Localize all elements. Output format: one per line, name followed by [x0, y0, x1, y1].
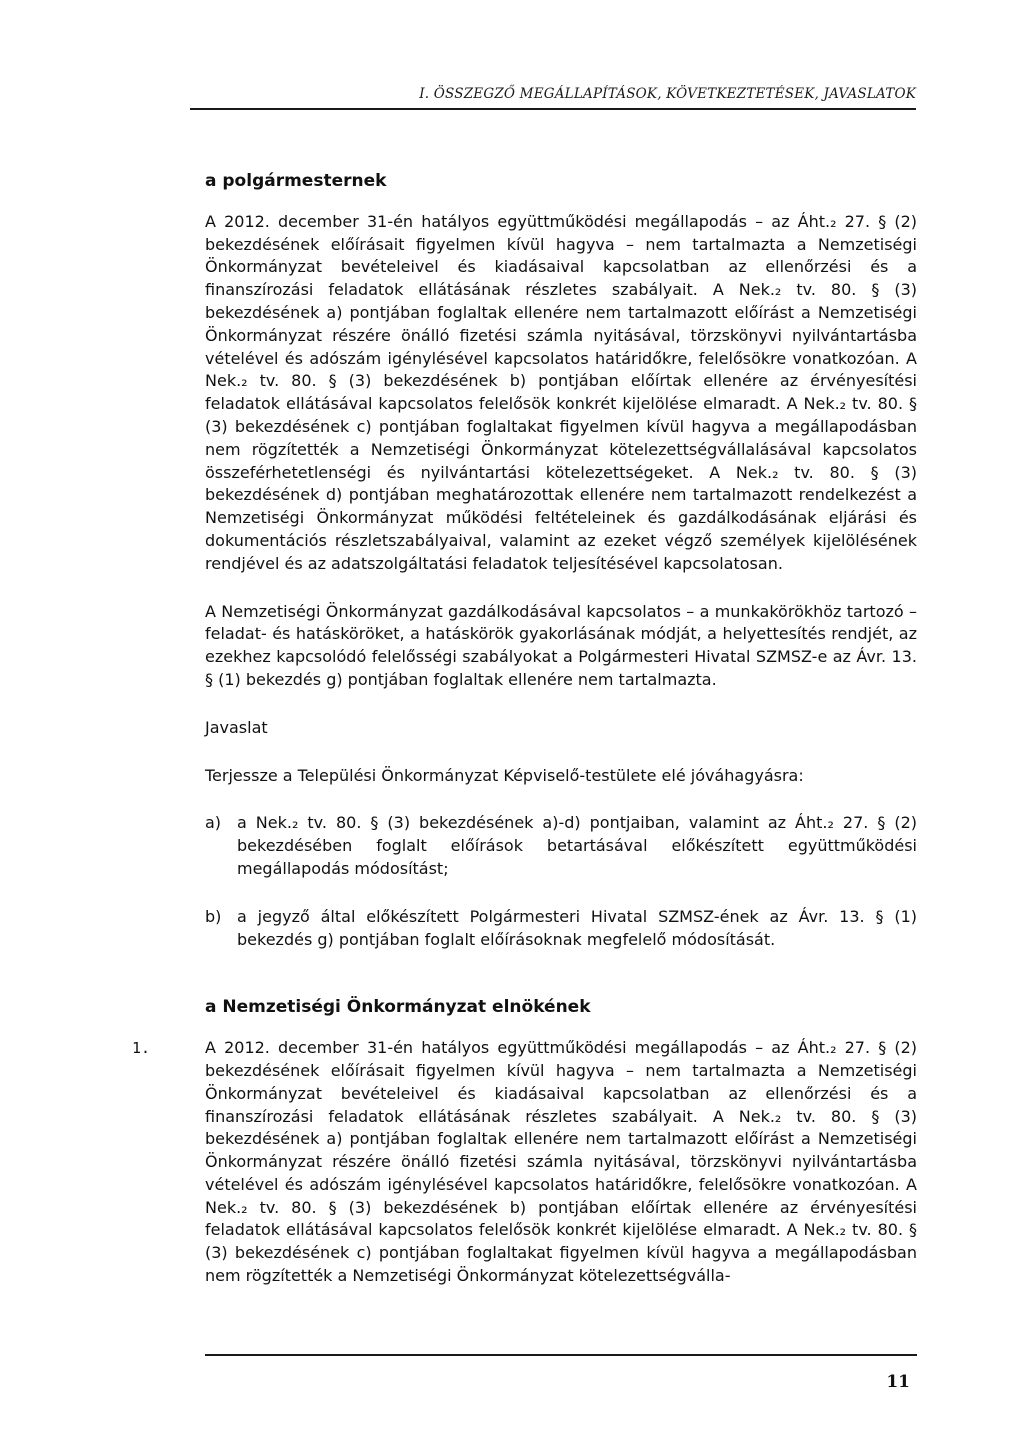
section-heading-mayor: a polgármesternek — [205, 171, 387, 191]
recommendation-intro: Terjessze a Települési Önkormányzat Képviselő-testülete elé jóváhagyásra: — [205, 765, 804, 785]
numbered-marker: 1. — [132, 1039, 151, 1058]
list-marker: a) — [205, 813, 222, 833]
recommendation-label: Javaslat — [205, 717, 268, 737]
list-item-text: a Nek.₂ tv. 80. § (3) bekezdésének a)-d) pontjaiban, valamint az Áht.₂ 27. § (2) bekezdésében foglalt előírások betartásával előkészített együttműködési megállapodás módosítást; — [237, 813, 917, 878]
list-marker: b) — [205, 906, 222, 926]
header-rule — [190, 108, 916, 110]
numbered-finding — [132, 1037, 917, 1288]
recommendation-list — [205, 812, 917, 951]
page-number: 11 — [886, 1372, 910, 1392]
numbered-finding-text: A 2012. december 31-én hatályos együttműködési megállapodás – az Áht.₂ 27. § (2) bekezdésének előírásait figyelmen kívül hagyva – nem tartalmazta a Nemzetiségi Önkormányzat bevételeivel és kiadásaival kapcsolatban az ellenőrzési és a finanszírozási feladatok ellátásának részletes szabályait. A Nek.₂ tv. 80. § (3) bekezdésének a) pontjában foglaltak ellenére nem tartalmazott előírást a Nemzetiségi Önkormányzat részére önálló fizetési számla nyitásával, törzskönyvi nyilvántartásba vételével és adószám igénylésével kapcsolatos határidőkre, felelősökre vonatkozóan. A Nek.₂ tv. 80. § (3) bekezdésének b) pontjában előírtak ellenére az érvényesítési feladatok ellátásával kapcsolatos felelősök konkrét kijelölése elmaradt. A Nek.₂ tv. 80. § (3) bekezdésének c) pontjában foglaltakat figyelmen kívül hagyva a megállapodásban nem rögzítették a Nemzetiségi Önkormányzat kötelezettségválla- — [205, 1038, 917, 1286]
finding-paragraph-2: A Nemzetiségi Önkormányzat gazdálkodásával kapcsolatos – a munkakörökhöz tartozó – feladat- és hatásköröket, a hatáskörök gyakorlásának módját, a helyettesítés rendjét, az ezekhez kapcsolódó felelősségi szabályokat a Polgármesteri Hivatal SZMSZ-e az Ávr. 13. § (1) bekezdés g) pontjában foglaltak ellenére nem tartalmazta. — [205, 601, 917, 689]
list-item — [205, 906, 917, 952]
section-heading-president: a Nemzetiségi Önkormányzat elnökének — [205, 997, 591, 1018]
running-header: I. ÖSSZEGZŐ MEGÁLLAPÍTÁSOK, KÖVETKEZTETÉSEK, JAVASLATOK — [419, 86, 916, 102]
list-item-text: a jegyző által előkészített Polgármesteri Hivatal SZMSZ-ének az Ávr. 13. § (1) bekezdés g) pontjában foglalt előírásoknak megfelelő módosítását. — [237, 906, 917, 949]
footer-rule — [205, 1354, 917, 1356]
page-content — [132, 170, 917, 1288]
finding-paragraph-1: A 2012. december 31-én hatályos együttműködési megállapodás – az Áht.₂ 27. § (2) bekezdésének előírásait figyelmen kívül hagyva – nem tartalmazta a Nemzetiségi Önkormányzat bevételeivel és kiadásaival kapcsolatban az ellenőrzési és a finanszírozási feladatok ellátásának részletes szabályait. A Nek.₂ tv. 80. § (3) bekezdésének a) pontjában foglaltak ellenére nem tartalmazott előírást a Nemzetiségi Önkormányzat részére önálló fizetési számla nyitásával, törzskönyvi nyilvántartásba vételével és adószám igénylésével kapcsolatos határidőkre, felelősökre vonatkozóan. A Nek.₂ tv. 80. § (3) bekezdésének b) pontjában előírtak ellenére az érvényesítési feladatok ellátásával kapcsolatos felelősök konkrét kijelölése elmaradt. A Nek.₂ tv. 80. § (3) bekezdésének c) pontjában foglaltakat figyelmen kívül hagyva a megállapodásban nem rögzítették a Nemzetiségi Önkormányzat kötelezettségvállalásával kapcsolatos összeférhetetlenségi és nyilvántartási kötelezettségeket. A Nek.₂ tv. 80. § (3) bekezdésének d) pontjában meghatározottak ellenére nem tartalmazott rendelkezést a Nemzetiségi Önkormányzat működési feltételeinek és gazdálkodásának eljárási és dokumentációs részletszabályaival, valamint az ezeket végző személyek kijelölésének rendjével és az adatszolgáltatási feladatok teljesítésével kapcsolatosan. — [205, 211, 917, 573]
list-item — [205, 812, 917, 880]
